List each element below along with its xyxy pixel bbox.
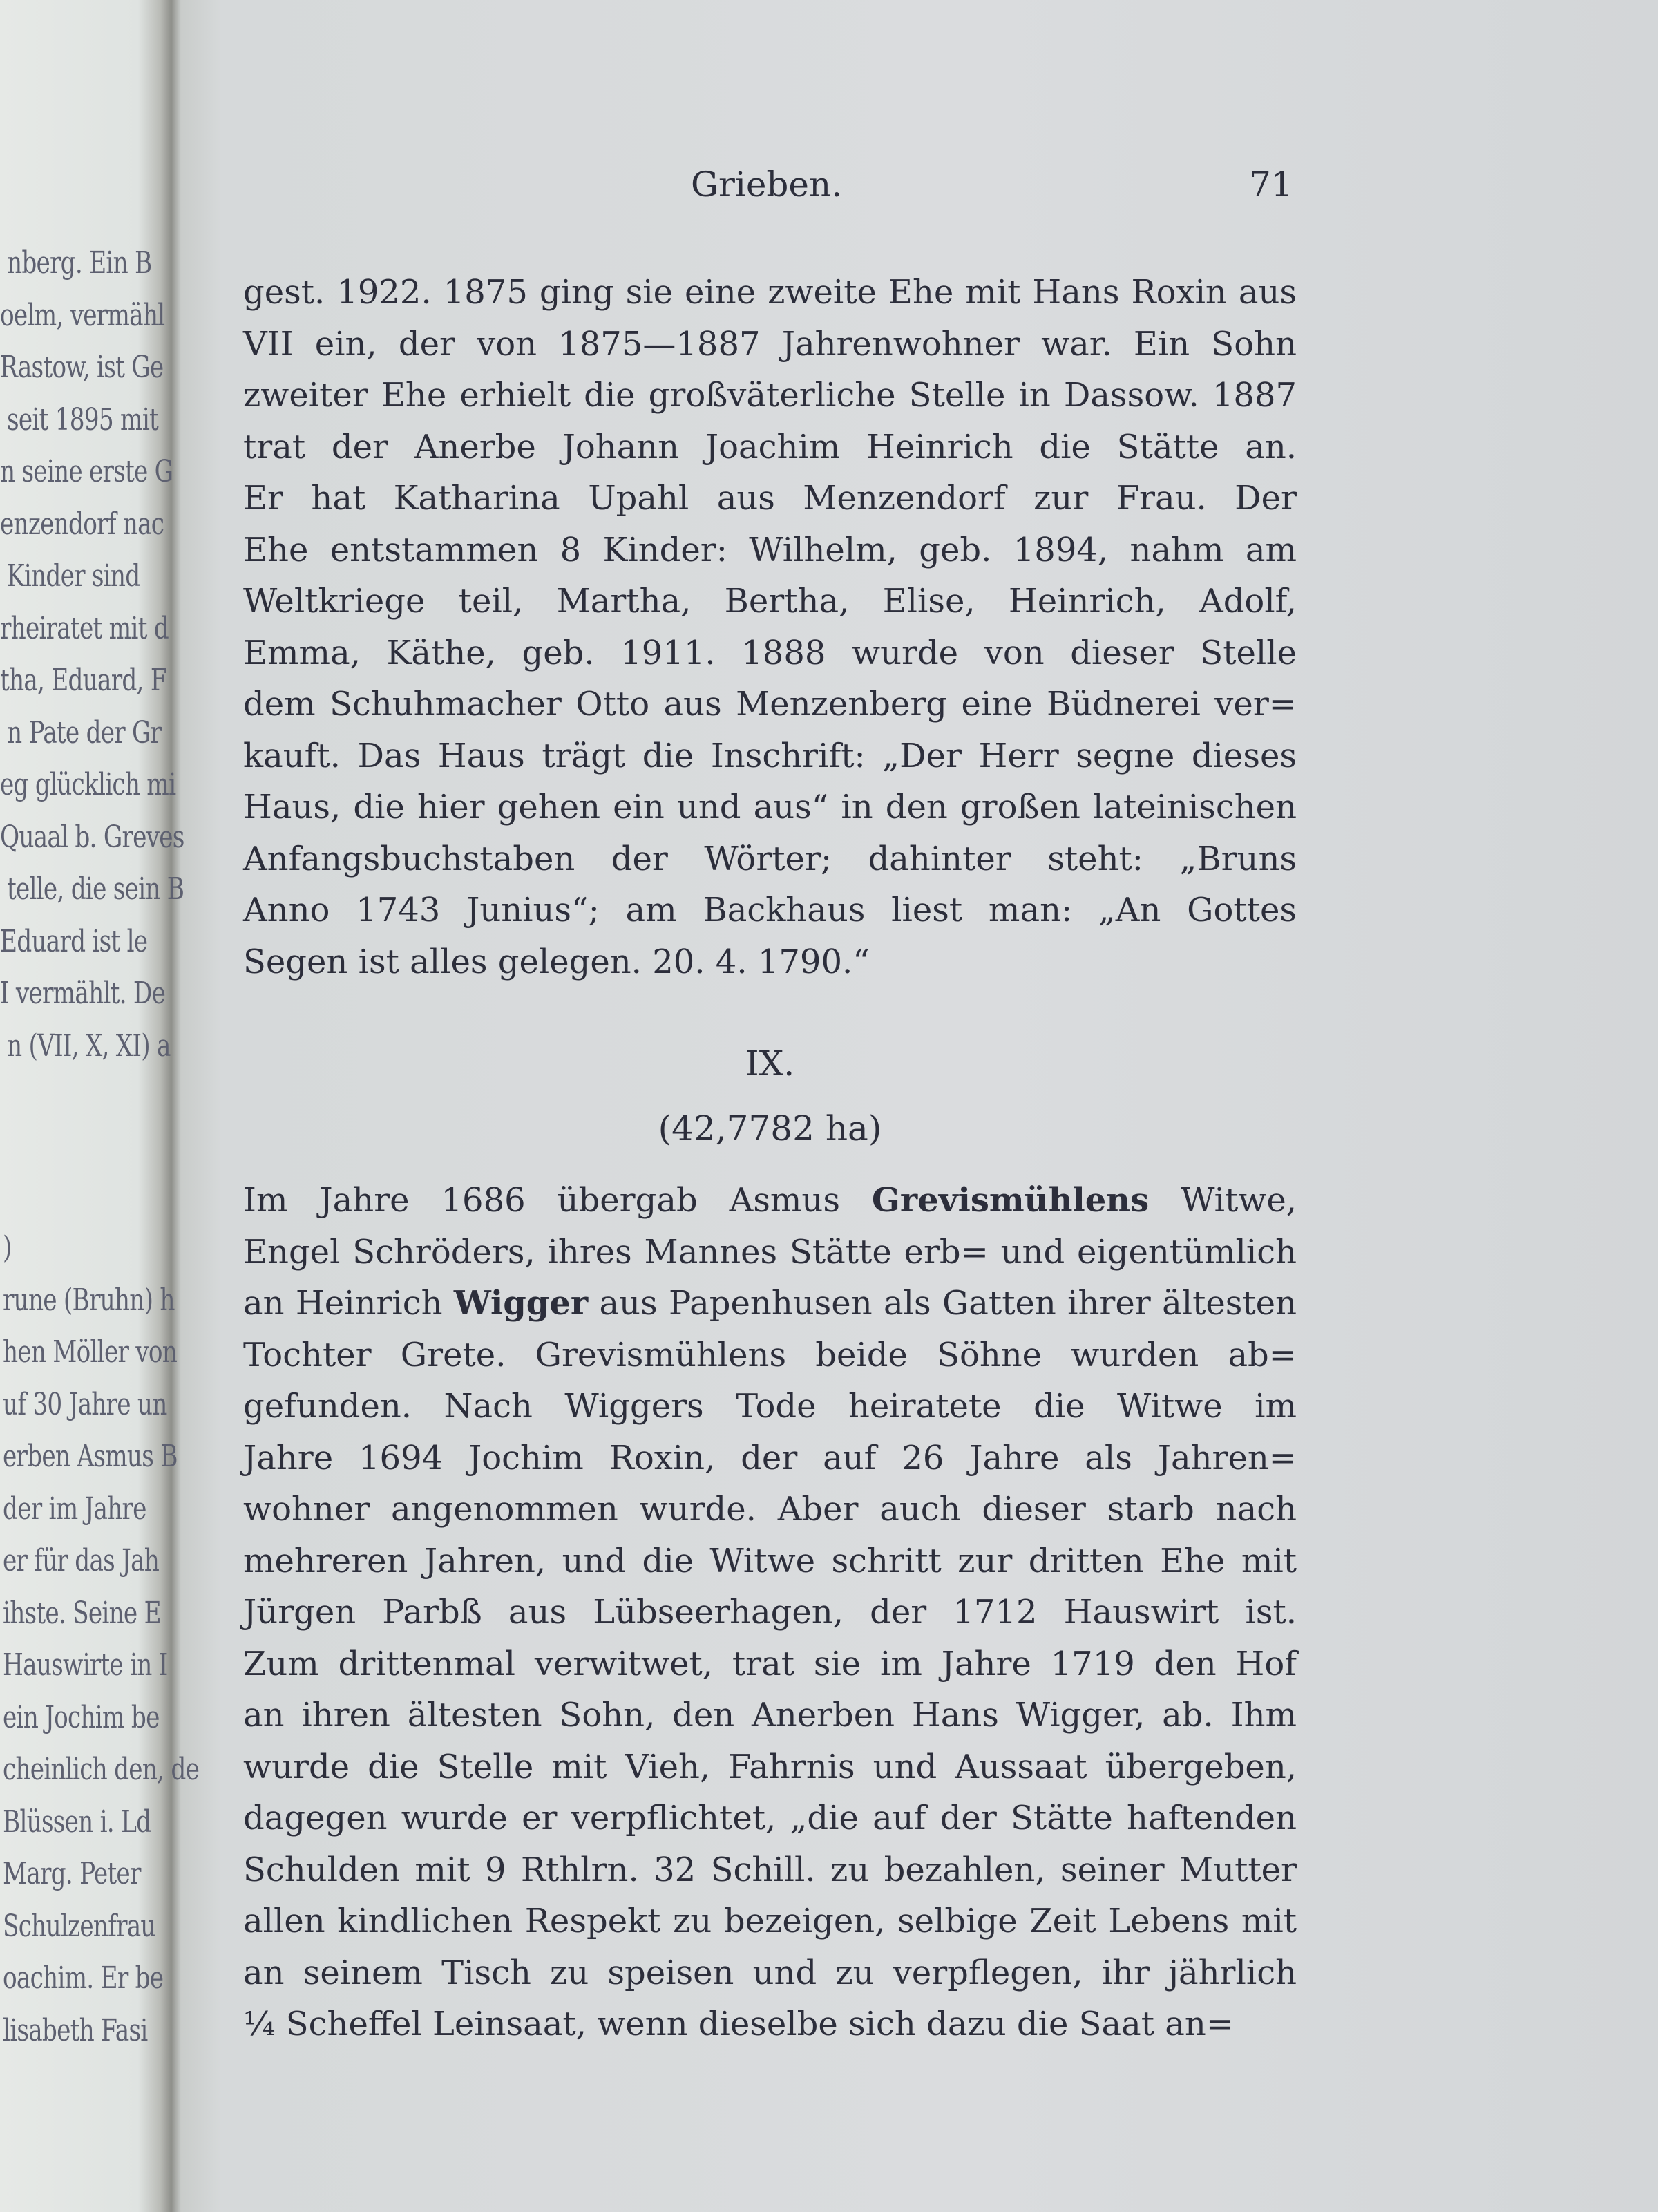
text-segment: Im Jahre 1686 übergab Asmus xyxy=(243,1181,872,1220)
text-segment: mehreren Jahren, und die Witwe schritt zur dritten Ehe mit xyxy=(243,1541,1297,1580)
text-line xyxy=(243,1690,1297,1741)
text-line xyxy=(243,1793,1297,1844)
text-line xyxy=(243,1587,1297,1638)
left-page-line: uf 30 Jahre un xyxy=(3,1386,167,1422)
text-segment: an Heinrich xyxy=(243,1284,454,1323)
text-line xyxy=(243,1947,1297,1999)
text-line: trat der Anerbe Johann Joachim Heinrich die Stätte an. xyxy=(243,427,1297,466)
text-line: Emma, Käthe, geb. 1911. 1888 wurde von dieser Stelle xyxy=(243,633,1297,672)
text-segment: allen kindlichen Respekt zu bezeigen, selbige Zeit Lebens mit xyxy=(243,1902,1297,1940)
text-line xyxy=(243,1998,1297,2050)
text-line: dem Schuhmacher Otto aus Menzenberg eine Büdnerei ver= xyxy=(243,685,1297,724)
left-page-line: Eduard ist le xyxy=(0,923,148,959)
text-line xyxy=(243,1433,1297,1484)
text-line xyxy=(243,1741,1297,1793)
text-line: Er hat Katharina Upahl aus Menzendorf zur Frau. Der xyxy=(243,479,1297,518)
left-page-line: oelm, vermähl xyxy=(0,297,165,333)
text-line: Haus, die hier gehen ein und aus“ in den großen lateinischen xyxy=(243,788,1297,826)
left-page-fragment xyxy=(0,0,200,2212)
text-segment: Jahre 1694 Jochim Roxin, der auf 26 Jahre als Jahren= xyxy=(243,1438,1297,1477)
text-segment: Zum drittenmal verwitwet, trat sie im Jahre 1719 den Hof xyxy=(243,1644,1297,1683)
text-line xyxy=(243,1175,1297,1227)
emphasized-name: Grevismühlens xyxy=(871,1181,1150,1220)
text-line: Segen ist alles gelegen. 20. 4. 1790.“ xyxy=(243,942,870,981)
left-page-line: ein Jochim be xyxy=(3,1699,160,1735)
text-segment: gefunden. Nach Wiggers Tode heiratete die Witwe im xyxy=(243,1387,1297,1426)
text-line: Anfangsbuchstaben der Wörter; dahinter steht: „Bruns xyxy=(243,839,1297,878)
text-segment: wohner angenommen wurde. Aber auch dieser starb nach xyxy=(243,1490,1297,1529)
left-page-line: n (VII, X, XI) a xyxy=(7,1028,171,1064)
text-line: Anno 1743 Junius“; am Backhaus liest man: „An Gottes xyxy=(243,891,1297,929)
text-line xyxy=(243,1330,1297,1381)
text-line xyxy=(243,1896,1297,1947)
text-segment: Engel Schröders, ihres Mannes Stätte erb= und eigentümlich xyxy=(243,1232,1297,1272)
text-line: gest. 1922. 1875 ging sie eine zweite Ehe mit Hans Roxin aus xyxy=(243,273,1297,312)
text-line: kauft. Das Haus trägt die Inschrift: „Der Herr segne dieses xyxy=(243,736,1297,775)
left-page-line: Schulzenfrau xyxy=(3,1908,155,1944)
left-page-line: der im Jahre xyxy=(3,1491,146,1526)
left-page-line: ) xyxy=(3,1230,12,1265)
running-head: Grieben. xyxy=(691,164,843,205)
text-line xyxy=(243,1638,1297,1690)
left-page-line: Blüssen i. Ld xyxy=(3,1804,151,1840)
text-segment: Schulden mit 9 Rthlrn. 32 Schill. zu bezahlen, seiner Mutter xyxy=(243,1850,1297,1889)
text-segment: wurde die Stelle mit Vieh, Fahrnis und Aussaat übergeben, xyxy=(243,1747,1297,1786)
left-page-line: ihste. Seine E xyxy=(3,1595,161,1631)
left-page-line: I vermählt. De xyxy=(0,976,166,1011)
page-number: 71 xyxy=(1249,164,1293,205)
left-page-line: tha, Eduard, F xyxy=(0,663,166,698)
left-page-line: Hauswirte in I xyxy=(3,1647,168,1683)
paragraph-1 xyxy=(243,267,1297,987)
left-page-line: eg glücklich mi xyxy=(0,767,176,802)
text-segment: an seinem Tisch zu speisen und zu verpflegen, ihr jährlich xyxy=(243,1953,1297,1992)
text-line xyxy=(243,1844,1297,1896)
left-page-line: Marg. Peter xyxy=(3,1856,141,1891)
text-line xyxy=(243,1381,1297,1433)
emphasized-name: Wigger xyxy=(453,1284,589,1323)
text-segment: Tochter Grete. Grevismühlens beide Söhne wurden ab= xyxy=(243,1335,1297,1374)
section-area: (42,7782 ha) xyxy=(658,1108,882,1148)
text-segment: Witwe, xyxy=(1149,1181,1297,1220)
left-page-line: Quaal b. Greves xyxy=(0,819,184,855)
text-segment: aus Papenhusen als Gatten ihrer ältesten xyxy=(588,1284,1297,1323)
section-number: IX. xyxy=(745,1043,795,1084)
left-page-line: Rastow, ist Ge xyxy=(0,350,164,385)
left-page-line: rune (Bruhn) h xyxy=(3,1282,175,1318)
left-page-line: nberg. Ein B xyxy=(7,245,152,281)
left-page-line: cheinlich den, de xyxy=(3,1752,200,1787)
left-page-line: n Pate der Gr xyxy=(7,715,162,750)
text-line xyxy=(243,1227,1297,1278)
left-page-line: seit 1895 mit xyxy=(7,401,159,437)
left-page-line: erben Asmus B xyxy=(3,1439,178,1474)
text-segment: an ihren ältesten Sohn, den Anerben Hans Wigger, ab. Ihm xyxy=(243,1696,1297,1734)
text-line: Weltkriege teil, Martha, Bertha, Elise, Heinrich, Adolf, xyxy=(243,582,1297,621)
text-line: zweiter Ehe erhielt die großväterliche Stelle in Dassow. 1887 xyxy=(243,376,1297,415)
text-segment: Jürgen Parbß aus Lübseerhagen, der 1712 Hauswirt ist. xyxy=(243,1593,1297,1632)
left-page-line: Kinder sind xyxy=(7,558,140,594)
text-line: VII ein, der von 1875—1887 Jahrenwohner war. Ein Sohn xyxy=(243,324,1297,363)
left-page-line: enzendorf nac xyxy=(0,506,164,542)
left-page-line: er für das Jah xyxy=(3,1543,160,1578)
text-segment: ¼ Scheffel Leinsaat, wenn dieselbe sich dazu die Saat an= xyxy=(243,2005,1235,2043)
left-page-line: telle, die sein B xyxy=(7,871,184,907)
paragraph-2 xyxy=(243,1175,1297,2050)
text-line xyxy=(243,1278,1297,1330)
left-page-line: oachim. Er be xyxy=(3,1960,164,1996)
text-line xyxy=(243,1484,1297,1535)
left-page-line: lisabeth Fasi xyxy=(3,2012,148,2048)
left-page-line: hen Möller von xyxy=(3,1334,178,1370)
text-line: Ehe entstammen 8 Kinder: Wilhelm, geb. 1894, nahm am xyxy=(243,530,1297,569)
left-page-line: n seine erste G xyxy=(0,454,173,489)
text-line xyxy=(243,1535,1297,1587)
left-page-line: rheiratet mit d xyxy=(0,610,169,646)
text-segment: dagegen wurde er verpflichtet, „die auf der Stätte haftenden xyxy=(243,1799,1297,1837)
